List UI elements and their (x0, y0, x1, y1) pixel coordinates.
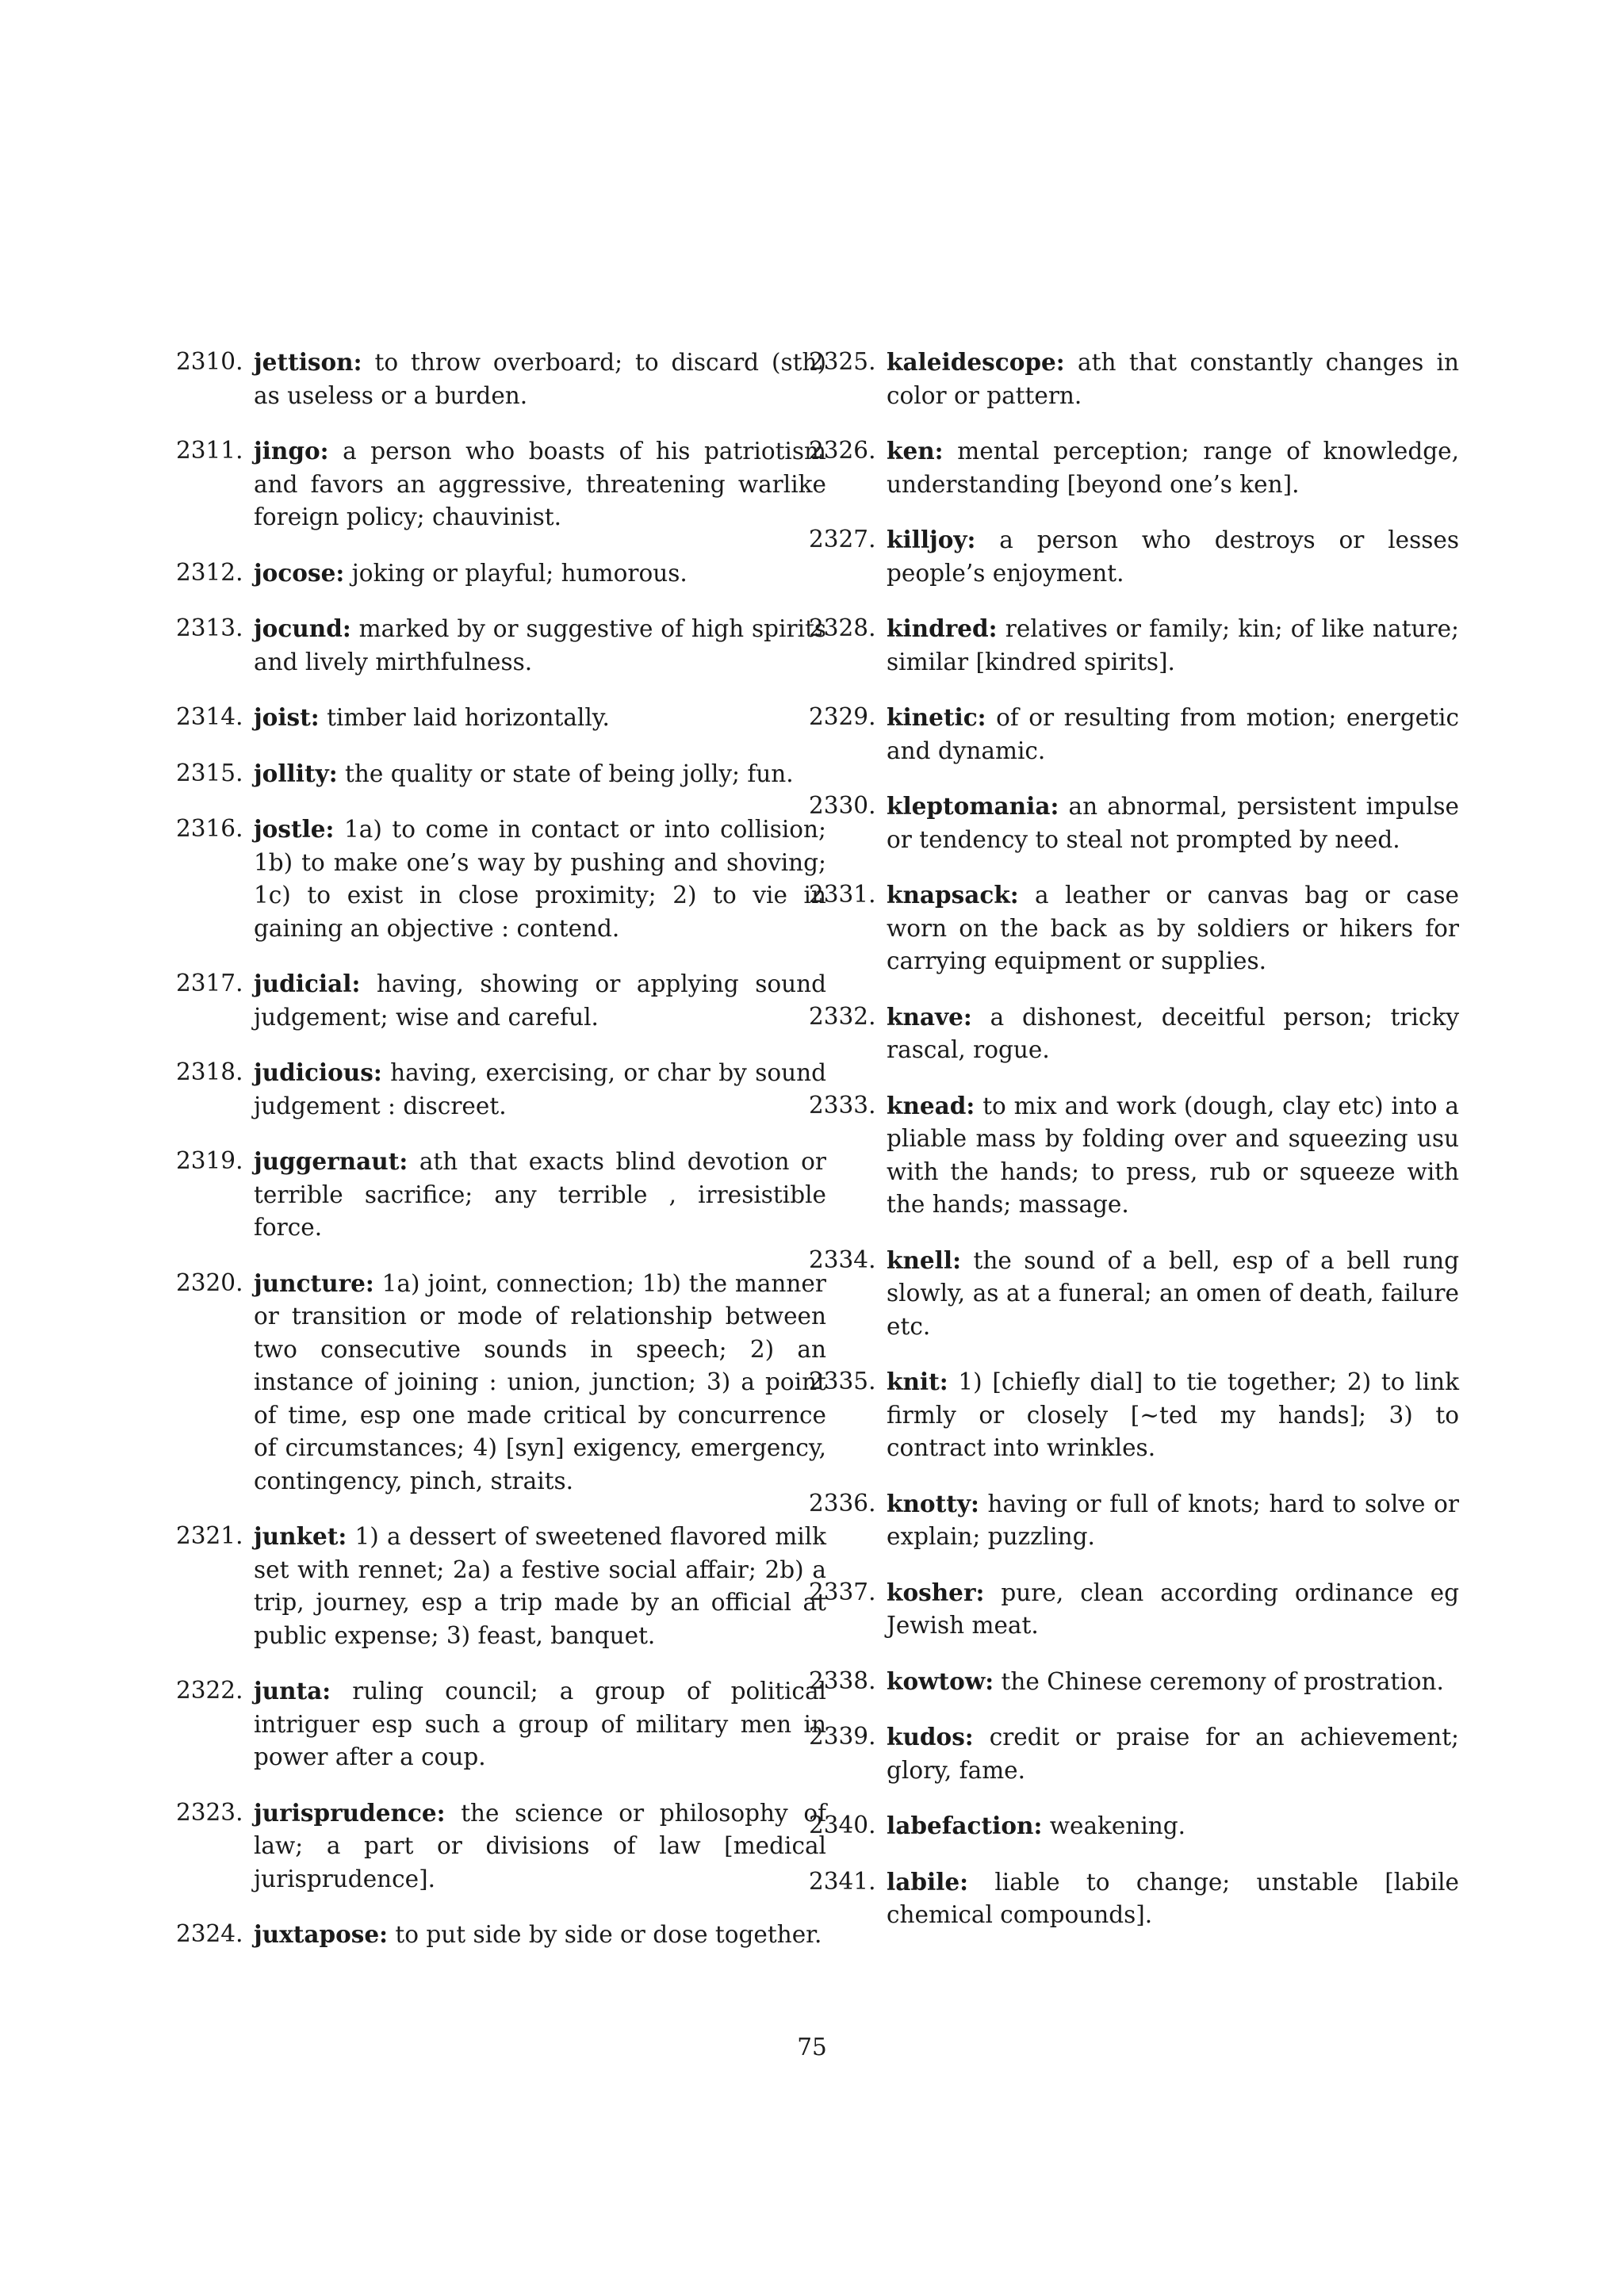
entry-number: 2317. (176, 970, 243, 997)
headword: labile: (887, 1867, 969, 1896)
definition: joking or playful; humorous. (351, 559, 688, 587)
definition: 1) [chiefly dial] to tie together; 2) to link firmly or closely [∼ted my hands]; 3) to contract into wrinkles. (887, 1368, 1459, 1461)
definition: marked by or suggestive of high spirits and lively mirthfulness. (254, 615, 826, 675)
entry (809, 878, 1459, 978)
entry-number: 2341. (809, 1867, 876, 1895)
right-column (809, 346, 1459, 1932)
entry-number: 2336. (809, 1489, 876, 1517)
entry-number: 2327. (809, 526, 876, 553)
entry (809, 523, 1459, 590)
entry-number: 2321. (176, 1522, 243, 1549)
entry-number: 2316. (176, 815, 243, 842)
headword: kinetic: (887, 703, 986, 731)
headword: joist: (254, 703, 320, 731)
definition: a dishonest, deceitful person; tricky rascal, rogue. (887, 1003, 1459, 1063)
entry-number: 2323. (176, 1798, 243, 1826)
entry (809, 790, 1459, 856)
definition: 1) a dessert of sweetened flavored milk set with rennet; 2a) a festive social affair; 2b) a trip, journey, esp a trip made by an official at public expense; 3) feast, banquet. (254, 1523, 826, 1649)
headword: kowtow: (887, 1667, 994, 1695)
entry (176, 1267, 826, 1498)
entry (176, 1674, 826, 1774)
headword: knapsack: (887, 881, 1019, 909)
headword: kindred: (887, 614, 998, 642)
definition: an abnormal, persistent impulse or tendency to steal not prompted by need. (887, 793, 1459, 853)
entry-number: 2313. (176, 614, 243, 641)
headword: labefaction: (887, 1812, 1043, 1839)
entry-number: 2325. (809, 348, 876, 375)
entry (176, 1145, 826, 1245)
headword: jettison: (254, 348, 362, 376)
entry-number: 2314. (176, 703, 243, 730)
headword: judicious: (254, 1058, 382, 1086)
definition: a person who boasts of his patriotism and favors an aggressive, threatening warlike foreign policy; chauvinist. (254, 438, 826, 530)
entry (809, 434, 1459, 501)
definition: the sound of a bell, esp of a bell rung slowly, as at a funeral; an omen of death, failure etc. (887, 1246, 1459, 1340)
headword: kudos: (887, 1723, 974, 1751)
entry (176, 1520, 826, 1652)
entry (809, 1001, 1459, 1067)
headword: jurisprudence: (254, 1798, 446, 1827)
entry (809, 1365, 1459, 1465)
entry (809, 1866, 1459, 1932)
headword: ken: (887, 437, 944, 465)
headword: junket: (254, 1522, 347, 1550)
left-column (176, 346, 826, 1952)
headword: juggernaut: (254, 1147, 408, 1175)
headword: kleptomania: (887, 792, 1059, 820)
entry (176, 1797, 826, 1896)
definition: the Chinese ceremony of prostration. (1001, 1667, 1444, 1695)
headword: knead: (887, 1091, 975, 1119)
entry-number: 2328. (809, 614, 876, 641)
entry (176, 1918, 826, 1952)
entry (809, 346, 1459, 412)
headword: jollity: (254, 759, 338, 787)
entry-number: 2333. (809, 1091, 876, 1119)
definition: having or full of knots; hard to solve or explain; puzzling. (887, 1490, 1459, 1550)
entry (809, 612, 1459, 679)
definition: 1a) to come in contact or into collision; 1b) to make one’s way by pushing and shoving; 1c) to exist in close proximity; 2) to vie in gaining an objective : contend. (254, 816, 826, 942)
entry (809, 1089, 1459, 1222)
entry-number: 2340. (809, 1812, 876, 1839)
entry (176, 346, 826, 412)
entry (176, 967, 826, 1034)
headword: jingo: (254, 437, 329, 465)
headword: judicial: (254, 970, 361, 997)
entry-number: 2322. (176, 1677, 243, 1704)
entry-number: 2331. (809, 881, 876, 908)
entry-number: 2320. (176, 1269, 243, 1296)
headword: jostle: (254, 815, 335, 843)
entry (809, 1809, 1459, 1843)
entry-number: 2332. (809, 1002, 876, 1030)
entry (176, 557, 826, 591)
headword: jocund: (254, 614, 351, 642)
page-number: 75 (797, 2034, 827, 2061)
definition: a leather or canvas bag or case worn on the back as by soldiers or hikers for carrying equipment or supplies. (887, 882, 1459, 974)
entry-number: 2335. (809, 1368, 876, 1395)
definition: relatives or family; kin; of like nature; similar [kindred spirits]. (887, 615, 1459, 675)
entry (809, 1244, 1459, 1344)
entry-number: 2324. (176, 1920, 243, 1947)
definition: mental perception; range of knowledge, understanding [beyond one’s ken]. (887, 438, 1459, 498)
definition: ath that constantly changes in color or pattern. (887, 349, 1459, 409)
entry-number: 2310. (176, 348, 243, 375)
definition: of or resulting from motion; energetic and dynamic. (887, 704, 1459, 764)
entry-number: 2319. (176, 1147, 243, 1174)
entry-number: 2338. (809, 1667, 876, 1694)
entry (809, 1720, 1459, 1787)
entry-number: 2312. (176, 558, 243, 586)
entry (176, 757, 826, 791)
entry (809, 1665, 1459, 1699)
entry-number: 2337. (809, 1578, 876, 1605)
headword: knell: (887, 1246, 961, 1274)
definition: having, exercising, or char by sound judgement : discreet. (254, 1059, 826, 1119)
headword: junta: (254, 1677, 331, 1705)
entry (176, 1056, 826, 1123)
definition: pure, clean according ordinance eg Jewish meat. (887, 1578, 1459, 1639)
definition: having, showing or applying sound judgement; wise and careful. (254, 970, 826, 1031)
definition: to put side by side or dose together. (395, 1921, 822, 1948)
entry (809, 1487, 1459, 1554)
entry-number: 2326. (809, 437, 876, 464)
headword: knave: (887, 1002, 972, 1031)
entry-number: 2329. (809, 703, 876, 730)
definition: a person who destroys or lesses people’s enjoyment. (887, 526, 1459, 587)
headword: juxtapose: (254, 1920, 389, 1948)
definition: weakening. (1049, 1812, 1186, 1839)
headword: juncture: (254, 1269, 374, 1297)
definition: to throw overboard; to discard (sth) as useless or a burden. (254, 349, 826, 409)
definition: timber laid horizontally. (327, 704, 610, 731)
entry-number: 2330. (809, 792, 876, 819)
headword: knit: (887, 1368, 948, 1395)
definition: ath that exacts blind devotion or terrible sacrifice; any terrible , irresistible force. (254, 1148, 826, 1241)
entry (176, 813, 826, 945)
headword: jocose: (254, 558, 345, 587)
entry (176, 612, 826, 679)
entry (809, 1576, 1459, 1643)
definition: 1a) joint, connection; 1b) the manner or transition or mode of relationship between two consecutive sounds in speech; 2) an instance of joining : union, junction; 3) a point of time, esp one made critical by concurrence of circumstances; 4) [syn] exigency, emergency, contingency, pinch, straits. (254, 1269, 826, 1494)
entry-number: 2334. (809, 1246, 876, 1273)
headword: knotty: (887, 1489, 979, 1517)
entry (176, 434, 826, 534)
entry-number: 2311. (176, 437, 243, 464)
entry (176, 701, 826, 735)
entry-number: 2339. (809, 1723, 876, 1750)
definition: the quality or state of being jolly; fun. (345, 760, 794, 787)
headword: killjoy: (887, 526, 976, 553)
entry-number: 2318. (176, 1058, 243, 1085)
entry-number: 2315. (176, 759, 243, 786)
definition: the science or philosophy of law; a part or divisions of law [medical jurisprudence]. (254, 1799, 826, 1892)
entry (809, 701, 1459, 767)
definition: to mix and work (dough, clay etc) into a pliable mass by folding over and squeezing usu with the hands; to press, rub or squeeze with the hands; massage. (887, 1092, 1459, 1218)
headword: kosher: (887, 1578, 985, 1606)
definition: credit or praise for an achievement; glory, fame. (887, 1724, 1459, 1784)
definition: ruling council; a group of political intriguer esp such a group of military men in power after a coup. (254, 1678, 826, 1770)
definition: liable to change; unstable [labile chemical compounds]. (887, 1868, 1459, 1928)
headword: kaleidescope: (887, 348, 1065, 376)
